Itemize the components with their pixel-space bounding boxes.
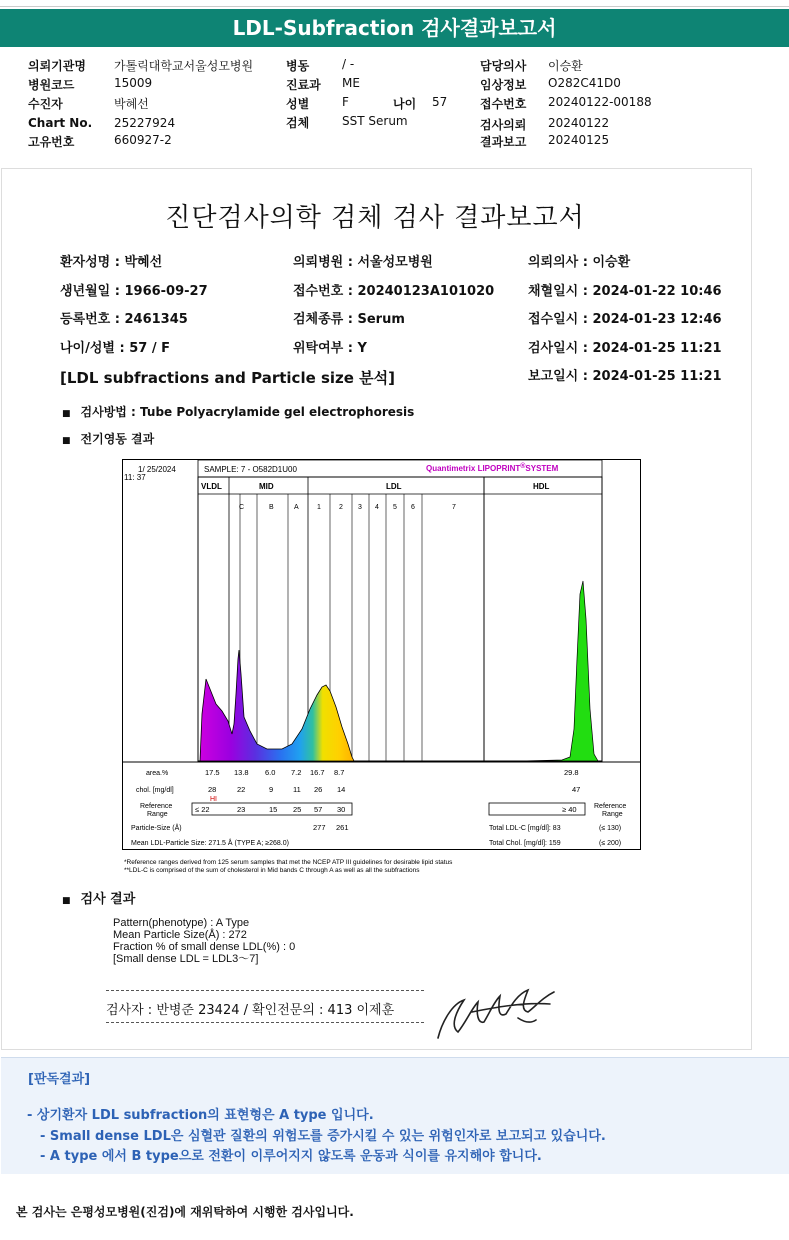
chart-brand: Quantimetrix LIPOPRINT®SYSTEM: [426, 463, 559, 473]
row-label-area: area.%: [146, 770, 169, 777]
result-block: [113, 917, 295, 965]
mean-particle-size: Mean LDL-Particle Size: 271.5 Å (TYPE A; ≥268.0): [131, 840, 289, 847]
area-value: 16.7: [310, 768, 325, 777]
header-label: 수진자: [28, 97, 63, 111]
subband-label: C: [239, 504, 245, 511]
total-chol: Total Chol. [mg/dl]: 159: [489, 840, 561, 847]
header-label: 병원코드: [28, 78, 75, 92]
subband-label: 6: [411, 504, 415, 511]
header-value: F: [342, 95, 349, 109]
row-label-psize: Particle-Size (Å): [131, 825, 182, 832]
row-label-range: Range: [147, 811, 168, 818]
ref-value: ≥ 40: [562, 805, 577, 814]
chol-value: 28: [208, 785, 217, 794]
chol-value: 14: [337, 785, 346, 794]
ref-value: ≤ 22: [195, 805, 210, 814]
subband-label: 4: [375, 504, 379, 511]
chart-date: 1/ 25/2024: [138, 465, 176, 474]
top-border: [0, 0, 789, 7]
patient-info: 의뢰병원 : 서울성모병원: [293, 255, 433, 270]
ref-value: 15: [269, 805, 278, 814]
header-value: 15009: [114, 76, 153, 90]
patient-info: 위탁여부 : Y: [293, 341, 367, 356]
row-label-ref: Reference: [140, 803, 173, 810]
ref-value: 25: [293, 805, 302, 814]
result-line: Fraction % of small dense LDL(%) : 0: [113, 941, 296, 953]
method-line: ■ 검사방법 : Tube Polyacrylamide gel electrophoresis: [62, 403, 414, 420]
electrophoresis-chart: [122, 459, 642, 879]
header-value: 20240122-00188: [548, 95, 652, 109]
result-line: Mean Particle Size(Å) : 272: [113, 929, 247, 941]
area-value: 6.0: [265, 768, 276, 777]
report-time: 보고일시 : 2024-01-25 11:21: [528, 369, 722, 384]
signer-line: 검사자 : 반병준 23424 / 확인전문의 : 413 이제훈: [106, 1003, 395, 1018]
patient-info: 접수일시 : 2024-01-23 12:46: [528, 312, 722, 327]
hi-flag: HI: [210, 796, 217, 803]
judgement-line: - A type 에서 B type으로 전환이 이루어지지 않도록 운동과 식이를 유지해야 합니다.: [40, 1149, 542, 1164]
band-mid: MID: [259, 482, 274, 491]
header-label: 진료과: [286, 78, 321, 92]
row-label-ref-right: Reference: [594, 803, 627, 810]
chart-note: **LDL-C is comprised of the sum of cholesterol in Mid bands C through A as well as all the subfractions: [124, 867, 420, 874]
header-value: 이승환: [548, 59, 583, 73]
result-heading: ■ 검사 결과: [62, 888, 135, 907]
report-title: 진단검사의학 검체 검사 결과보고서: [165, 203, 585, 233]
divider: [106, 990, 424, 991]
chart-time: 11: 37: [124, 473, 146, 482]
area-value: 8.7: [334, 768, 345, 777]
result-line: [Small dense LDL = LDL3～7]: [113, 953, 259, 965]
patient-info: 검체종류 : Serum: [293, 312, 405, 327]
header-value: 57: [432, 95, 448, 109]
header-label: 담당의사: [480, 59, 527, 73]
subband-label: 7: [452, 504, 456, 511]
header-value: / -: [342, 57, 355, 71]
subband-label: 3: [358, 504, 362, 511]
result-line: Pattern(phenotype) : A Type: [113, 917, 250, 929]
total-ldl-ref: (≤ 130): [599, 825, 622, 832]
header-value: SST Serum: [342, 114, 408, 128]
area-value: 7.2: [291, 768, 302, 777]
subband-label: 2: [339, 504, 343, 511]
judgement-line: - 상기환자 LDL subfraction의 표현형은 A type 입니다.: [27, 1108, 374, 1123]
patient-info: 접수번호 : 20240123A101020: [293, 284, 495, 299]
header-value: 20240125: [548, 133, 610, 147]
chol-value: 9: [269, 785, 274, 794]
signature: [432, 982, 562, 1044]
row-label-range-right: Range: [602, 811, 623, 818]
psize-value: 277: [313, 823, 326, 832]
header-label: 임상정보: [480, 78, 527, 92]
ref-value: 57: [314, 805, 323, 814]
chol-value: 11: [293, 785, 301, 794]
patient-info: 의뢰의사 : 이승환: [528, 255, 631, 270]
header-label: 검사의뢰: [480, 118, 527, 132]
patient-info: 채혈일시 : 2024-01-22 10:46: [528, 284, 722, 299]
header-value: 20240122: [548, 116, 610, 130]
subband-label: 5: [393, 504, 397, 511]
header-label: 나이: [393, 97, 417, 111]
report-banner: LDL-Subfraction 검사결과보고서: [0, 9, 789, 47]
header-value: ME: [342, 76, 360, 90]
header-label: 병동: [286, 59, 310, 73]
header-label: Chart No.: [28, 116, 93, 130]
patient-info: 검사일시 : 2024-01-25 11:21: [528, 341, 722, 356]
row-label-chol: chol. [mg/dl]: [136, 787, 174, 794]
header-value: O282C41D0: [548, 76, 621, 90]
chart-note: *Reference ranges derived from 125 serum samples that met the NCEP ATP III guidelines for desirable lipid status: [124, 859, 453, 866]
header-label: 고유번호: [28, 135, 75, 149]
header-label: 접수번호: [480, 97, 527, 111]
band-hdl: HDL: [533, 482, 550, 491]
total-chol-ref: (≤ 200): [599, 840, 622, 847]
subband-label: 1: [317, 504, 321, 511]
area-value: 13.8: [234, 768, 249, 777]
header-label: 성별: [286, 97, 310, 111]
subband-label: B: [269, 504, 274, 511]
total-ldl: Total LDL-C [mg/dl]: 83: [489, 825, 561, 832]
header-label: 검체: [286, 116, 310, 130]
header-value: 660927-2: [114, 133, 172, 147]
subband-label: A: [294, 504, 299, 511]
area-value: 17.5: [205, 768, 220, 777]
psize-value: 261: [336, 823, 349, 832]
footer-note: 본 검사는 은평성모병원(진검)에 재위탁하여 시행한 검사입니다.: [16, 1205, 354, 1219]
judgement-line: - Small dense LDL은 심혈관 질환의 위험도를 증가시킬 수 있는 위험인자로 보고되고 있습니다.: [40, 1129, 606, 1144]
header-value: 25227924: [114, 116, 176, 130]
header-value: 박혜선: [114, 97, 149, 111]
header-value: 가톨릭대학교서울성모병원: [114, 59, 254, 73]
patient-info: 환자성명 : 박혜선: [60, 255, 163, 270]
judgement-title: [판독결과]: [28, 1072, 91, 1087]
chol-value: 26: [314, 785, 323, 794]
patient-info: 생년월일 : 1966-09-27: [60, 284, 208, 299]
header-label: 결과보고: [480, 135, 527, 149]
ref-value: 30: [337, 805, 346, 814]
area-value: 29.8: [564, 768, 579, 777]
electro-heading: ■ 전기영동 결과: [62, 430, 154, 447]
section-heading: [LDL subfractions and Particle size 분석]: [60, 369, 396, 387]
patient-info: 등록번호 : 2461345: [60, 312, 188, 327]
patient-info: 나이/성별 : 57 / F: [60, 341, 171, 356]
chol-value: 22: [237, 785, 246, 794]
ref-value: 23: [237, 805, 246, 814]
chart-sample: SAMPLE: 7 - O582D1U00: [204, 465, 297, 474]
chol-value: 47: [572, 785, 581, 794]
band-ldl: LDL: [386, 482, 402, 491]
header-label: 의뢰기관명: [28, 59, 86, 73]
divider: [106, 1022, 424, 1023]
band-vldl: VLDL: [201, 482, 222, 491]
